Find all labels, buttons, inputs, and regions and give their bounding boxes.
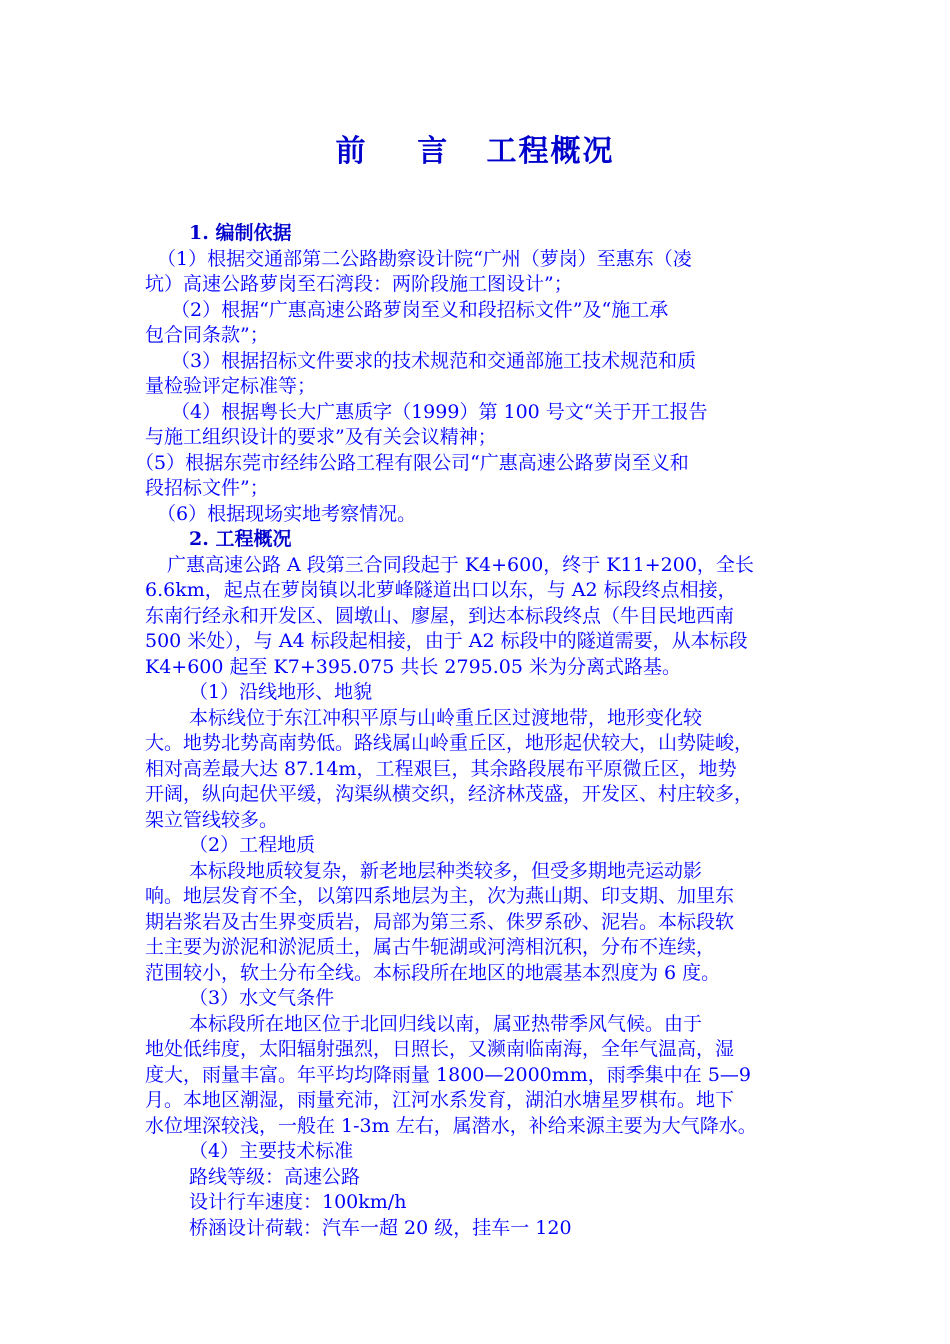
paragraph-line: K4+600 起至 K7+395.075 共长 2795.05 米为分离式路基。: [145, 655, 682, 678]
subsection-title-technical-standards: （4）主要技术标准: [189, 1140, 354, 1162]
paragraph-line: 本标段所在地区位于北回归线以南，属亚热带季风气候。由于: [189, 1012, 703, 1035]
paragraph-line: 地处低纬度，太阳辐射强烈，日照长，又濒南临南海，全年气温高，湿: [145, 1038, 735, 1060]
paragraph-line: 架立管线较多。: [145, 808, 279, 831]
paragraph-line: 坑）高速公路萝岗至石湾段：两阶段施工图设计”；: [145, 273, 573, 295]
paragraph-line: 范围较小，软土分布全线。本标段所在地区的地震基本烈度为 6 度。: [145, 961, 721, 984]
paragraph-line: 与施工组织设计的要求”及有关会议精神；: [145, 426, 497, 448]
paragraph-line: 本标段地质较复杂，新老地层种类较多，但受多期地壳运动影: [189, 859, 703, 882]
paragraph-line: 6.6km，起点在萝岗镇以北萝峰隧道出口以东，与 A2 标段终点相接，: [145, 579, 737, 601]
paragraph-line: 500 米处），与 A4 标段起相接，由于 A2 标段中的隧道需要，从本标段: [145, 630, 748, 652]
paragraph-line: 水位埋深较浅，一般在 1-3m 左右，属潜水，补给来源主要为大气降水。: [145, 1114, 757, 1137]
subsection-title-geology: （2）工程地质: [189, 834, 316, 856]
paragraph-line: （1）根据交通部第二公路勘察设计院“广州（萝岗）至惠东（凌: [157, 247, 692, 270]
page-title: 前 言 工程概况: [335, 134, 615, 169]
standard-item: 桥涵设计荷载：汽车一超 20 级，挂车一 120: [189, 1216, 572, 1239]
paragraph-line: 土主要为淤泥和淤泥质土，属古牛轭湖或河湾相沉积，分布不连续，: [145, 936, 716, 958]
paragraph-line: 相对高差最大达 87.14m，工程艰巨，其余路段展布平原微丘区，地势: [145, 757, 737, 780]
paragraph-line: 广惠高速公路 A 段第三合同段起于 K4+600，终于 K11+200，全长: [167, 553, 754, 576]
paragraph-line: 度大，雨量丰富。年平均均降雨量 1800—2000mm，雨季集中在 5—9: [145, 1063, 751, 1086]
paragraph-line: （5）根据东莞市经纬公路工程有限公司“广惠高速公路萝岗至义和: [135, 451, 689, 474]
paragraph-line: 期岩浆岩及古生界变质岩，局部为第三系、侏罗系砂、泥岩。本标段软: [145, 910, 735, 933]
paragraph-line: （3）根据招标文件要求的技术规范和交通部施工技术规范和质: [171, 349, 697, 372]
standard-item: 设计行车速度：100km/h: [189, 1191, 407, 1213]
paragraph-line: 响。地层发育不全，以第四系地层为主，次为燕山期、印支期、加里东: [145, 885, 735, 907]
subsection-title-hydrology: （3）水文气条件: [189, 987, 335, 1009]
paragraph-line: 东南行经永和开发区、圆墩山、廖屋，到达本标段终点（牛目民地西南: [145, 604, 735, 627]
paragraph-line: （4）根据粤长大广惠质字（1999）第 100 号文“关于开工报告: [171, 400, 708, 423]
paragraph-line: 月。本地区潮湿，雨量充沛，江河水系发育，湖泊水塘星罗棋布。地下: [145, 1089, 735, 1111]
subsection-title-terrain: （1）沿线地形、地貌: [189, 681, 373, 703]
paragraph-line: （6）根据现场实地考察情况。: [157, 502, 417, 525]
paragraph-line: 段招标文件”；: [145, 477, 269, 499]
document-body: [135, 221, 813, 1241]
section-heading-compilation-basis: 1. 编制依据: [189, 222, 292, 244]
paragraph-line: 包合同条款”；: [145, 324, 269, 346]
paragraph-line: （2）根据“广惠高速公路萝岗至义和段招标文件”及“施工承: [171, 298, 669, 321]
paragraph-line: 量检验评定标准等；: [145, 375, 317, 397]
standard-item: 路线等级：高速公路: [189, 1165, 361, 1188]
paragraph-line: 大。地势北势高南势低。路线属山岭重丘区，地形起伏较大，山势陡峻，: [145, 732, 754, 754]
section-heading-project-overview: 2. 工程概况: [189, 528, 292, 550]
paragraph-line: 本标线位于东江冲积平原与山岭重丘区过渡地带，地形变化较: [189, 706, 703, 729]
paragraph-line: 开阔，纵向起伏平缓，沟渠纵横交织，经济林茂盛，开发区、村庄较多，: [145, 783, 754, 805]
